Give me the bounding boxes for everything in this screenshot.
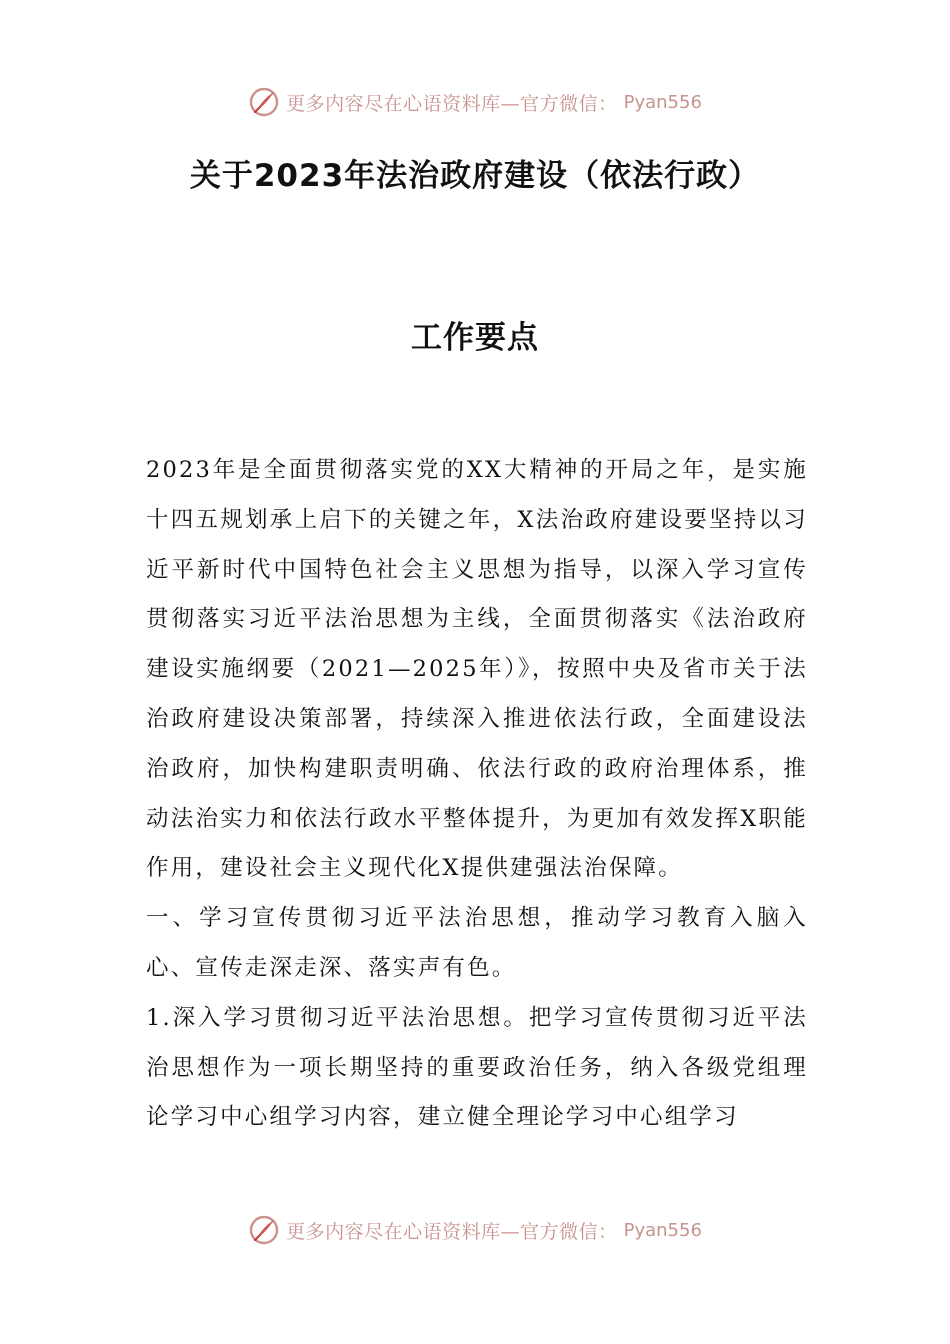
body-paragraph-section-1-heading: 一、学习宣传贯彻习近平法治思想，推动学习教育入脑入心、宣传走深走深、落实声有色。 (146, 905, 808, 981)
watermark-wechat-id: Pyan556 (623, 1219, 702, 1241)
watermark-text: 更多内容尽在心语资料库—官方微信： (286, 92, 618, 115)
feather-pen-logo-icon (248, 1214, 280, 1246)
document-title-line-1: 关于2023年法治政府建设（依法行政） (189, 158, 761, 194)
watermark-wechat-id: Pyan556 (623, 91, 702, 113)
body-paragraph-item-1: 1.深入学习贯彻习近平法治思想。把学习宣传贯彻习近平法治思想作为一项长期坚持的重要政治任务，纳入各级党组理论学习中心组学习内容，建立健全理论学习中心组学习 (146, 1004, 808, 1131)
document-body (146, 446, 808, 1143)
watermark-text: 更多内容尽在心语资料库—官方微信： (286, 1220, 618, 1243)
watermark-banner-bottom (0, 1210, 950, 1250)
body-paragraph-intro: 2023年是全面贯彻落实党的XX大精神的开局之年，是实施十四五规划承上启下的关键之年，X法治政府建设要坚持以习近平新时代中国特色社会主义思想为指导，以深入学习宣传贯彻落实习近平法治思想为主线，全面贯彻落实《法治政府建设实施纲要（2021—2025年）》，按照中央及省市关于法治政府建设决策部署，持续深入推进依法行政，全面建设法治政府，加快构建职责明确、依法行政的政府治理体系，推动法治实力和依法行政水平整体提升，为更加有效发挥X职能作用，建设社会主义现代化X提供建强法治保障。 (146, 457, 808, 882)
feather-pen-logo-icon (248, 86, 280, 118)
watermark-banner-top (0, 82, 950, 122)
document-title-line-2: 工作要点 (411, 320, 539, 356)
